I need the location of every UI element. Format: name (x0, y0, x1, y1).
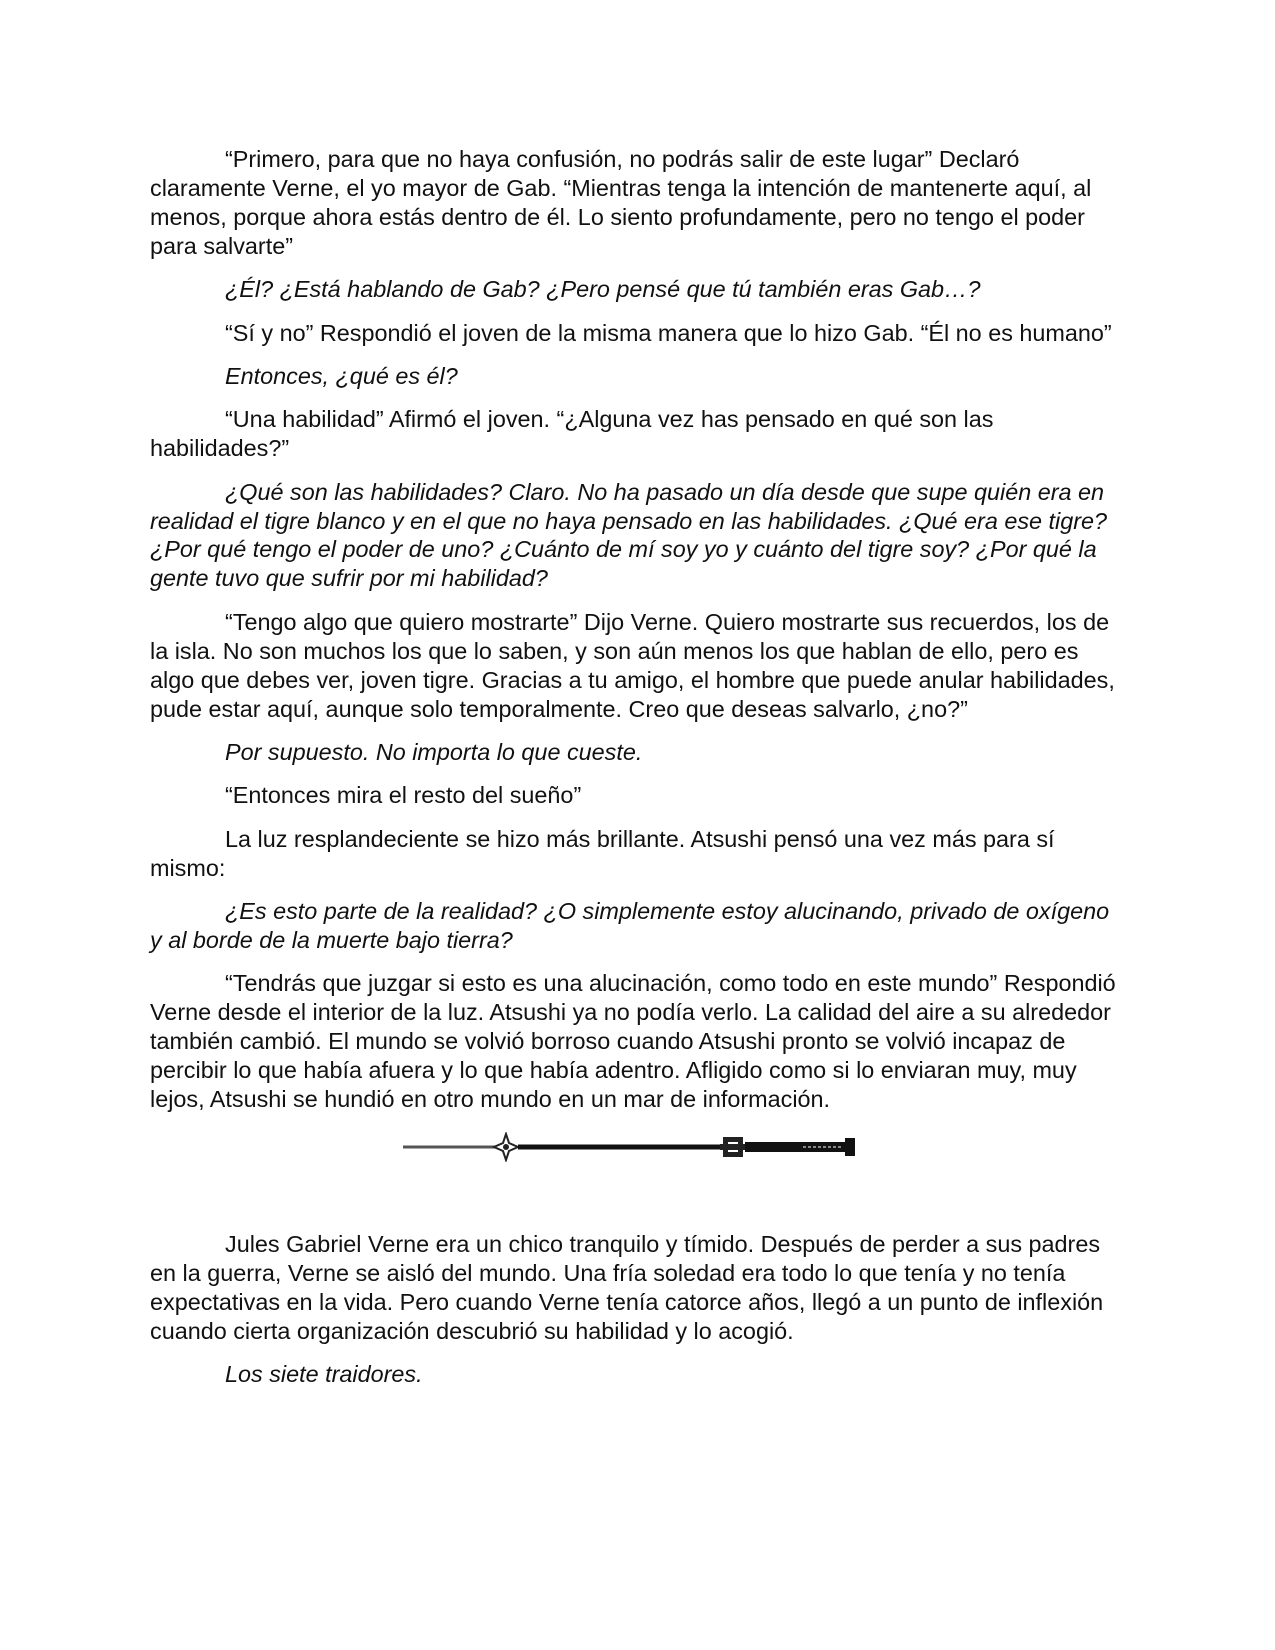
paragraph: “Entonces mira el resto del sueño” (225, 782, 582, 809)
italic-thought: Entonces, ¿qué es él? (225, 362, 458, 389)
document-page (150, 145, 1125, 1403)
italic-thought: ¿Es esto parte de la realidad? ¿O simplemente estoy alucinando, privado de oxígeno y al borde de la muerte bajo tierra? (150, 898, 1110, 953)
paragraph: Jules Gabriel Verne era un chico tranquilo y tímido. Después de perder a sus padres en la guerra, Verne se aisló del mundo. Una fría soledad era todo lo que tenía y no tenía expectativas en la vida. Pero cuando Verne tenía catorce años, llegó a un punto de inflexión cuando cierta organización descubrió su habilidad y lo acogió. (150, 1230, 1104, 1344)
italic-thought: ¿Él? ¿Está hablando de Gab? ¿Pero pensé que tú también eras Gab…? (225, 276, 981, 303)
italic-thought: ¿Qué son las habilidades? Claro. No ha pasado un día desde que supe quién era en realidad el tigre blanco y en el que no haya pensado en las habilidades. ¿Qué era ese tigre? ¿Por qué tengo el poder de uno? ¿Cuánto de mí soy yo y cuánto del tigre soy? ¿Por qué la gente tuvo que sufrir por mi habilidad? (150, 478, 1108, 592)
paragraph: “Tendrás que juzgar si esto es una alucinación, como todo en este mundo” Respondió Verne desde el interior de la luz. Atsushi ya no podía verlo. La calidad del aire a su alrededor también cambió. El mundo se volvió borroso cuando Atsushi pronto se volvió incapaz de percibir lo que había afuera y lo que había adentro. Afligido como si lo enviaran muy, muy lejos, Atsushi se hundió en otro mundo en un mar de información. (150, 970, 1116, 1112)
paragraph: “Sí y no” Respondió el joven de la misma manera que lo hizo Gab. “Él no es humano” (225, 319, 1112, 346)
italic-thought: Por supuesto. No importa lo que cueste. (225, 738, 643, 765)
paragraph: “Tengo algo que quiero mostrarte” Dijo Verne. Quiero mostrarte sus recuerdos, los de la isla. No son muchos los que lo saben, y son aún menos los que hablan de ello, pero es algo que debes ver, joven tigre. Gracias a tu amigo, el hombre que puede anular habilidades, pude estar aquí, aunque solo temporalmente. Creo que deseas salvarlo, ¿no?” (150, 608, 1115, 722)
sword-divider-icon (403, 1132, 867, 1162)
paragraph: “Una habilidad” Afirmó el joven. “¿Alguna vez has pensado en qué son las habilidades?” (150, 406, 994, 462)
italic-thought: Los siete traidores. (225, 1361, 423, 1387)
paragraph: La luz resplandeciente se hizo más brillante. Atsushi pensó una vez más para sí mismo: (150, 825, 1055, 881)
paragraph: “Primero, para que no haya confusión, no podrás salir de este lugar” Declaró claramente Verne, el yo mayor de Gab. “Mientras tenga la intención de mantenerte aquí, al menos, porque ahora estás dentro de él. Lo siento profundamente, pero no tengo el poder para salvarte” (150, 146, 1092, 259)
